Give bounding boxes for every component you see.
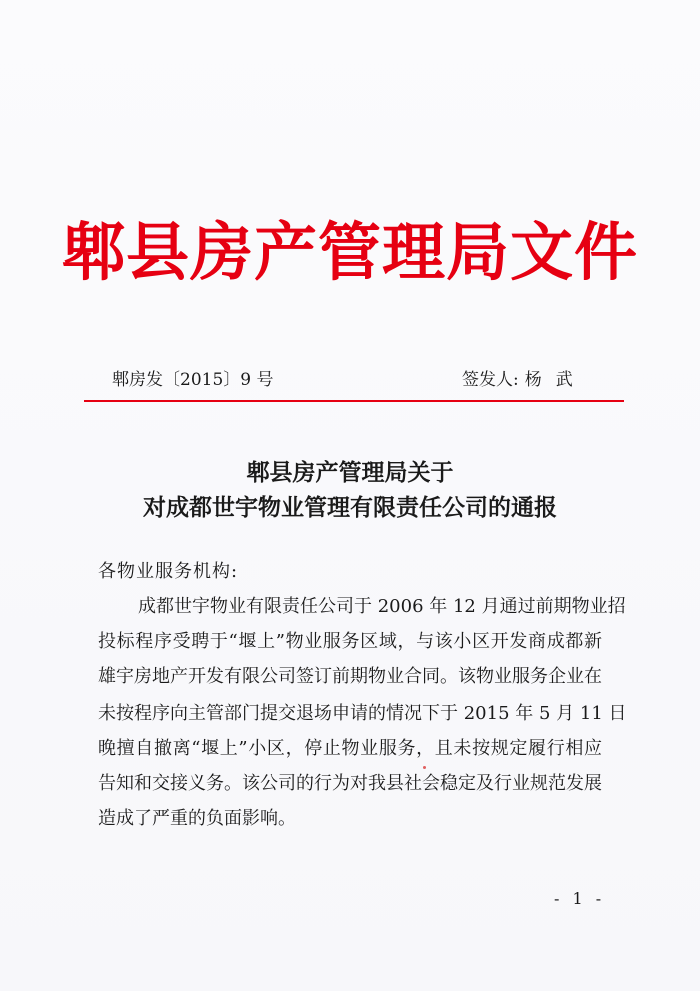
body-line: 投标程序受聘于“堰上”物业服务区域，与该小区开发商成都新 [98, 631, 602, 652]
body-line: 成都世宇物业有限责任公司于 2006 年 12 月通过前期物业招 [138, 596, 626, 617]
document-number: 郫房发〔2015〕9 号 [112, 370, 274, 390]
document-masthead: 郫县房产管理局文件 [62, 215, 638, 289]
body-line: 告知和交接义务。该公司的行为对我县社会稳定及行业规范发展 [98, 773, 602, 794]
red-divider-line [84, 400, 624, 402]
issuer-name: 杨武 [524, 370, 587, 390]
ink-speck [423, 766, 426, 769]
body-line: 晚擅自撤离“堰上”小区，停止物业服务，且未按规定履行相应 [98, 738, 602, 759]
salutation: 各物业服务机构: [98, 561, 239, 582]
body-line: 雄宇房地产开发有限公司签订前期物业合同。该物业服务企业在 [98, 666, 602, 687]
title-line-1: 郫县房产管理局关于 [246, 459, 454, 486]
issuer-signature [462, 368, 587, 392]
issuer-label: 签发人: [462, 370, 519, 390]
body-line: 未按程序向主管部门提交退场申请的情况下于 2015 年 5 月 11 日 [98, 703, 627, 724]
page-number: - 1 - [554, 889, 606, 908]
body-line: 造成了严重的负面影响。 [98, 808, 296, 829]
title-line-2: 对成都世宇物业管理有限责任公司的通报 [143, 494, 557, 521]
